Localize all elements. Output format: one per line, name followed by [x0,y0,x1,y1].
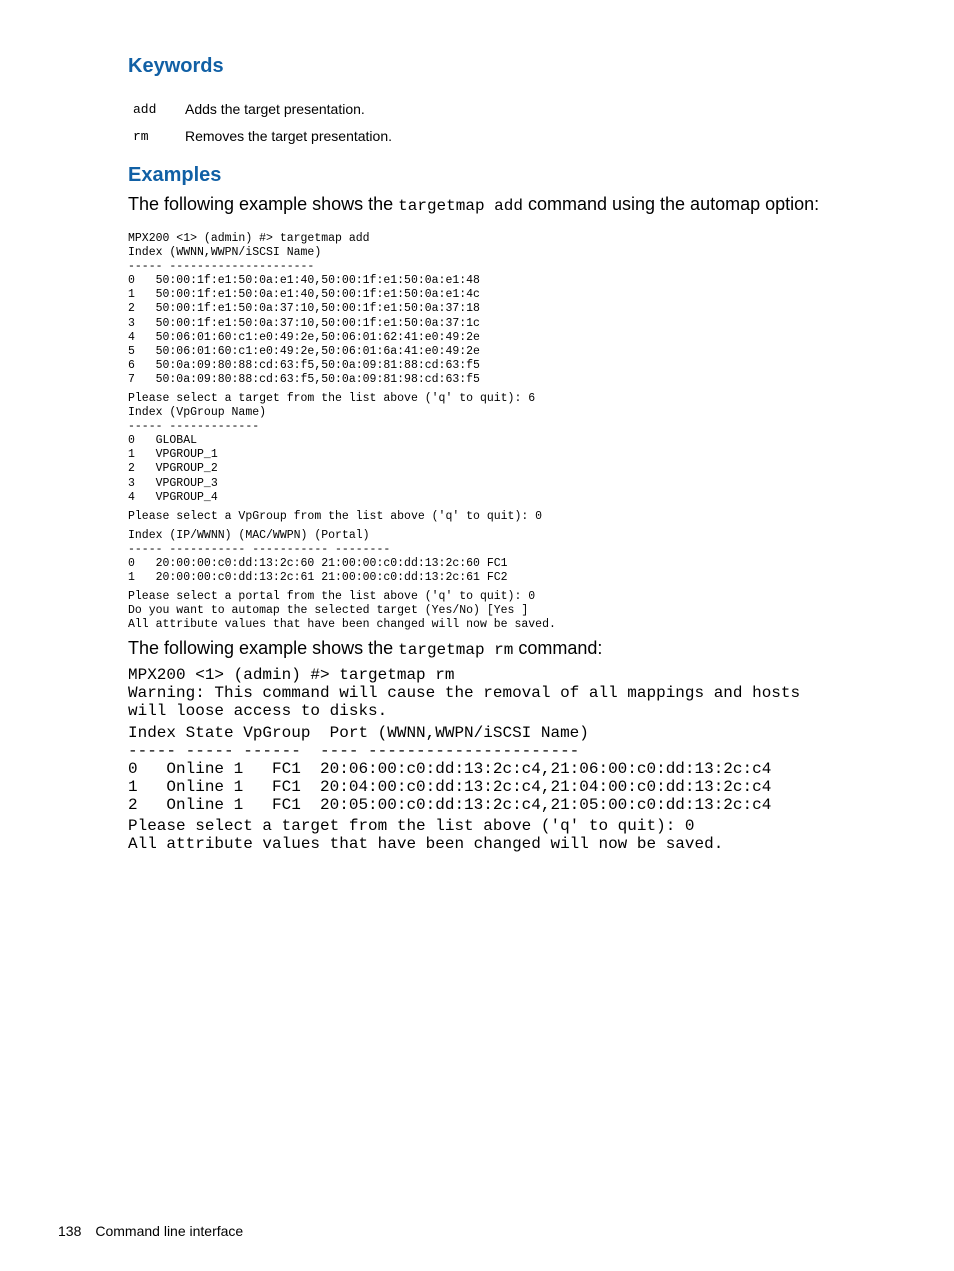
intro-rm-code: targetmap rm [398,641,514,659]
examples-heading: Examples [128,164,222,186]
code-line: 6 50:0a:09:80:88:cd:63:f5,50:0a:09:81:88:cd:63:f5 [128,358,480,372]
code-line: 0 20:00:00:c0:dd:13:2c:60 21:00:00:c0:dd:13:2c:60 FC1 [128,557,508,571]
example-add-output-portals [128,529,508,585]
example-intro-add [128,194,819,215]
code-line: Warning: This command will cause the removal of all mappings and hosts [128,684,801,702]
code-line: 3 50:00:1f:e1:50:0a:37:10,50:00:1f:e1:50:0a:37:1c [128,316,480,330]
example-add-output-vpgroup-prompt [128,510,542,524]
code-line: 3 VPGROUP_3 [128,476,218,490]
intro-add-code: targetmap add [398,197,523,215]
code-line: 2 50:00:1f:e1:50:0a:37:10,50:00:1f:e1:50:0a:37:18 [128,302,480,316]
example-rm-output-table [128,724,771,814]
example-add-output-vpgroups [128,392,535,505]
code-line: 1 20:00:00:c0:dd:13:2c:61 21:00:00:c0:dd:13:2c:61 FC2 [128,571,508,585]
code-line: Please select a target from the list above ('q' to quit): 6 [128,392,536,405]
code-line: 1 50:00:1f:e1:50:0a:e1:40,50:00:1f:e1:50:0a:e1:4c [128,288,480,302]
code-line: will loose access to disks. [128,702,388,720]
code-line: 1 VPGROUP_1 [128,448,218,462]
code-line: Do you want to automap the selected target (Yes/No) [Yes ] [128,604,529,618]
code-line: Index (IP/WWNN) (MAC/WWPN) (Portal) [128,529,370,542]
code-line: ----- ------------- [128,420,260,434]
example-add-output-targets [128,232,480,387]
code-line: MPX200 <1> (admin) #> targetmap rm [128,666,455,684]
intro-add-text-before: The following example shows the [128,194,399,214]
page-number: 138 [58,1223,82,1239]
code-line: Index State VpGroup Port (WWNN,WWPN/iSCSI Name) [128,724,589,742]
code-line: All attribute values that have been changed will now be saved. [128,618,556,632]
example-add-output-confirm [128,590,556,632]
keyword-add-description: Adds the target presentation. [185,101,365,117]
code-line: 2 VPGROUP_2 [128,462,218,476]
footer-section-title: Command line interface [95,1223,244,1239]
example-intro-rm [128,638,602,659]
intro-rm-text-after: command: [513,638,603,658]
code-line: Please select a portal from the list above ('q' to quit): 0 [128,590,536,603]
keyword-add-term: add [133,102,157,117]
code-line: Index (VpGroup Name) [128,406,267,420]
example-rm-output-prompt [128,817,723,853]
keyword-rm-description: Removes the target presentation. [185,128,393,144]
code-line: 0 Online 1 FC1 20:06:00:c0:dd:13:2c:c4,21:06:00:c0:dd:13:2c:c4 [128,760,772,778]
code-line: ----- --------------------- [128,260,315,274]
code-line: Please select a VpGroup from the list above ('q' to quit): 0 [128,510,543,523]
code-line: 4 50:06:01:60:c1:e0:49:2e,50:06:01:62:41:e0:49:2e [128,330,480,344]
keywords-heading: Keywords [128,55,224,77]
code-line: 0 50:00:1f:e1:50:0a:e1:40,50:00:1f:e1:50:0a:e1:48 [128,274,480,288]
code-line: MPX200 <1> (admin) #> targetmap add [128,232,370,245]
intro-add-text-after: command using the automap option: [522,194,820,214]
code-line: 2 Online 1 FC1 20:05:00:c0:dd:13:2c:c4,21:05:00:c0:dd:13:2c:c4 [128,796,772,814]
code-line: 5 50:06:01:60:c1:e0:49:2e,50:06:01:6a:41:e0:49:2e [128,344,480,358]
code-line: 0 GLOBAL [128,434,198,448]
code-line: 4 VPGROUP_4 [128,490,218,504]
code-line: 7 50:0a:09:80:88:cd:63:f5,50:0a:09:81:98:cd:63:f5 [128,372,480,386]
code-line: Please select a target from the list above ('q' to quit): 0 [128,817,695,835]
code-line: Index (WWNN,WWPN/iSCSI Name) [128,246,322,260]
page-footer [58,1223,243,1239]
code-line: 1 Online 1 FC1 20:04:00:c0:dd:13:2c:c4,21:04:00:c0:dd:13:2c:c4 [128,778,772,796]
intro-rm-text-before: The following example shows the [128,638,399,658]
code-line: All attribute values that have been changed will now be saved. [128,835,724,853]
keyword-rm-term: rm [133,129,149,144]
example-rm-output-warning [128,666,800,720]
code-line: ----- ----- ------ ---- ---------------------- [128,742,580,760]
code-line: ----- ----------- ----------- -------- [128,543,391,557]
